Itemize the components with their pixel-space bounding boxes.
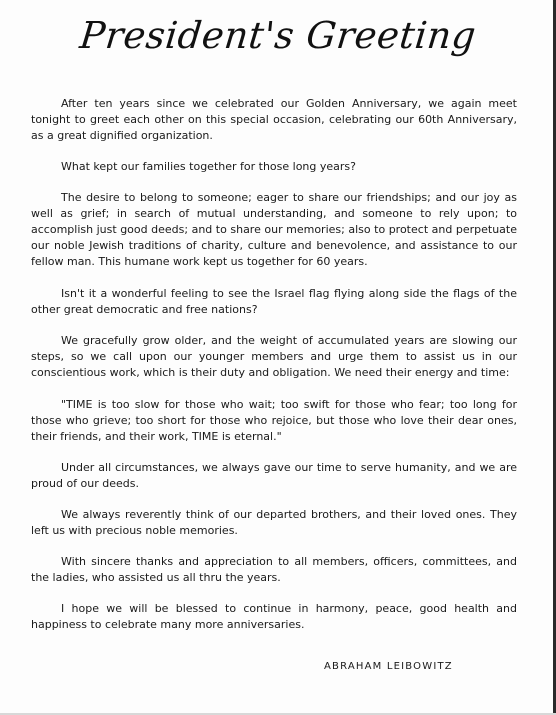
paragraph-departed-brothers: We always reverently think of our departed brothers, and their loved ones. They left us with precious noble memories. xyxy=(31,508,517,537)
paragraph-thanks: With sincere thanks and appreciation to all members, officers, committees, and the ladies, who assisted us all thru the years. xyxy=(31,555,517,584)
signature: ABRAHAM LEIBOWITZ xyxy=(324,661,453,672)
paragraph-younger-members: We gracefully grow older, and the weight of accumulated years are slowing our steps, so we call upon our younger members and urge them to assist us in our conscientious work, which is their duty and obligation. We need their energy and time: xyxy=(31,334,517,379)
paragraph-israel-flag: Isn't it a wonderful feeling to see the Israel flag flying along side the flags of the other great democratic and free nations? xyxy=(31,287,517,316)
paragraph-desire: The desire to belong to someone; eager to share our friendships; and our joy as well as grief; in search of mutual understanding, and someone to rely upon; to accomplish just good deeds; and to share our memories; also to protect and perpetuate our noble Jewish traditions of charity, culture and benevolence, and assistance to our fellow man. This humane work kept us together for 60 years. xyxy=(31,191,517,268)
greeting-body xyxy=(31,96,517,648)
paragraph-time-quote: "TIME is too slow for those who wait; too swift for those who fear; too long for those who grieve; too short for those who rejoice, but those who love their dear ones, their friends, and their work, TIME is eternal." xyxy=(31,398,517,443)
page-title: President's Greeting xyxy=(77,14,479,57)
paragraph-closing-hope: I hope we will be blessed to continue in harmony, peace, good health and happiness to celebrate many more anniversaries. xyxy=(31,602,517,631)
paragraph-anniversary: After ten years since we celebrated our Golden Anniversary, we again meet tonight to greet each other on this special occasion, celebrating our 60th Anniversary, as a great dignified organization. xyxy=(31,97,517,142)
paragraph-serve-humanity: Under all circumstances, we always gave our time to serve humanity, and we are proud of our deeds. xyxy=(31,461,517,490)
paragraph-question: What kept our families together for those long years? xyxy=(61,160,356,173)
